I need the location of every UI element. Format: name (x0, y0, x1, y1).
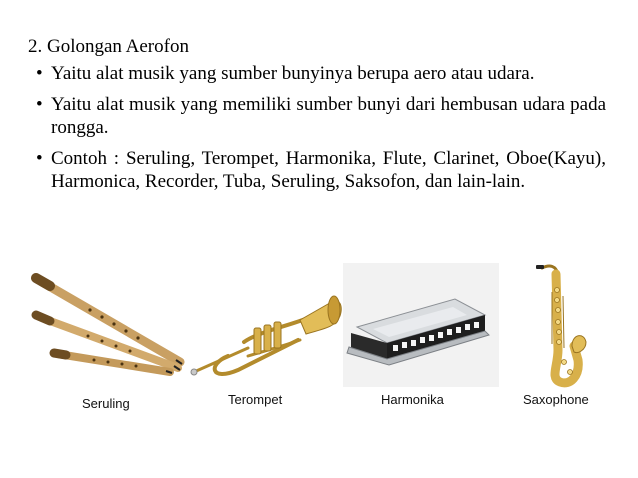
harmonika-image (343, 263, 499, 387)
caption-seruling: Seruling (82, 396, 130, 411)
bullet-list (36, 62, 606, 201)
terompet-image (188, 284, 344, 380)
bullet-text: Yaitu alat musik yang sumber bunyinya berupa aero atau udara. (51, 63, 535, 84)
slide-heading: 2. Golongan Aerofon (28, 36, 189, 57)
bullet-text: Yaitu alat musik yang memiliki sumber bunyi dari hembusan udara pada rongga. (51, 94, 606, 138)
bullet-item (36, 147, 606, 193)
bullet-marker: • (36, 94, 43, 115)
saxophone-image (528, 262, 592, 388)
caption-saxophone: Saxophone (523, 392, 589, 407)
caption-harmonika: Harmonika (381, 392, 444, 407)
bullet-item (36, 62, 606, 85)
bullet-marker: • (36, 63, 43, 84)
bullet-item (36, 93, 606, 139)
caption-terompet: Terompet (228, 392, 283, 407)
bullet-marker: • (36, 148, 43, 169)
bullet-text: Contoh : Seruling, Terompet, Harmonika, Flute, Clarinet, Oboe(Kayu), Harmonica, Recorder, Tuba, Seruling, Saksofon, dan lain-lain. (51, 148, 606, 192)
seruling-image (30, 270, 190, 380)
